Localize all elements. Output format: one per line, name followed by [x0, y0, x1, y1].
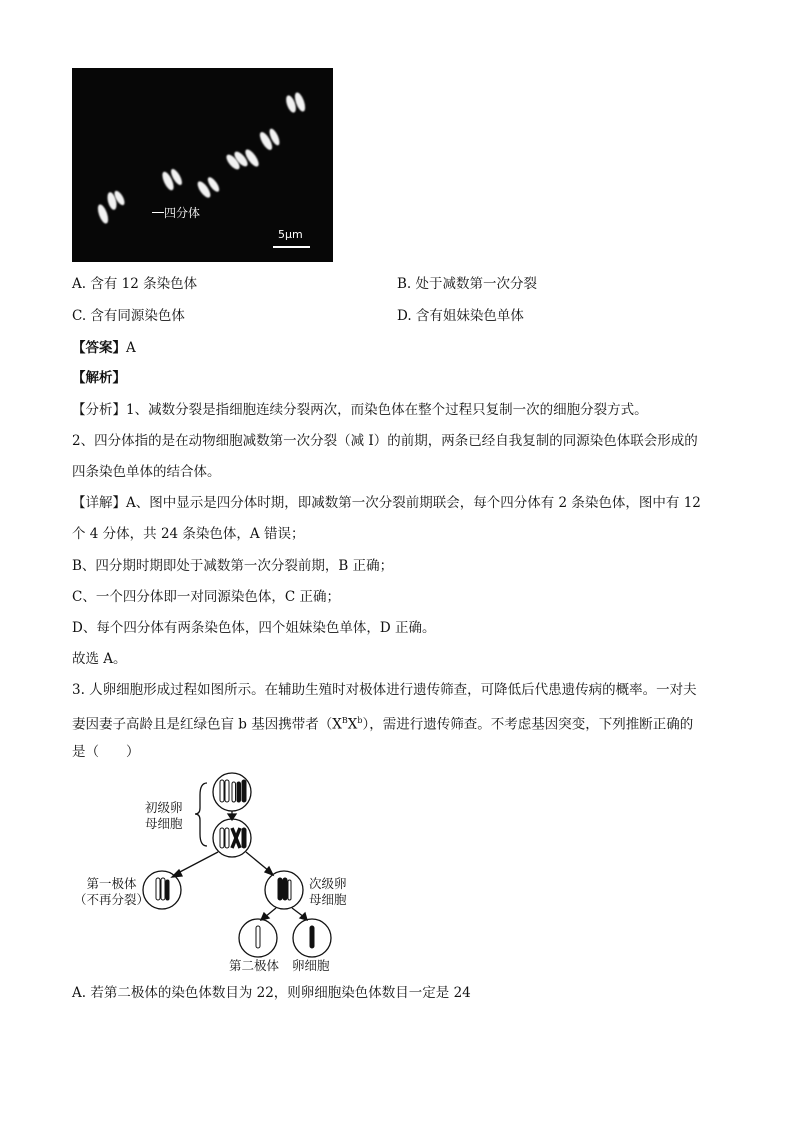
chromosome-blob [96, 203, 110, 225]
oocyte-diagram-svg [72, 770, 372, 980]
chromosome-white-1 [220, 780, 224, 802]
analysis-xiangjie-d: D、每个四分体有两条染色体，四个姐妹染色单体，D 正确。 [72, 620, 436, 636]
label-first-polar-line2: （不再分裂） [74, 892, 150, 907]
label-second-polar-body: 第二极体 [229, 958, 280, 973]
scale-bar [273, 246, 310, 248]
tetrad-pointer-line [152, 212, 164, 213]
option-b: B. 处于减数第一次分裂 [397, 276, 538, 292]
x-chromosome-symbol: X [347, 716, 358, 733]
analysis-fenxi-2a: 2、四分体指的是在动物细胞减数第一次分裂（减 I）的前期，两条已经自我复制的同源染色体联会形成的 [72, 433, 698, 449]
label-secondary-oocyte [309, 876, 347, 908]
question3-line2-pre: 妻因妻子高龄且是红绿色盲 b 基因携带者（X [72, 716, 342, 733]
analysis-conclusion: 故选 A。 [72, 651, 127, 667]
analysis-xiangjie-b: B、四分期时期即处于减数第一次分裂前期，B 正确； [72, 558, 394, 574]
chromosome-black-3 [242, 828, 246, 848]
analysis-fenxi-2b: 四条染色单体的结合体。 [72, 464, 221, 480]
chromosome-white-4 [220, 828, 224, 848]
answer-tag: 【答案】 [72, 340, 126, 356]
tetrad-label: 四分体 [164, 206, 201, 220]
chromosome-micrograph [72, 68, 333, 262]
question3-line2-post: ），需进行遗传筛查。不考虑基因突变，下列推断正确的 [362, 716, 694, 733]
label-primary-oocyte-line1: 初级卵 [145, 800, 183, 815]
question3-option-a: A. 若第二极体的染色体数目为 22，则卵细胞染色体数目一定是 24 [72, 985, 471, 1001]
xiangjie-tag: 【详解】 [72, 495, 126, 511]
scale-label: 5μm [278, 228, 303, 241]
fenxi-text-1: 1、减数分裂是指细胞连续分裂两次，而染色体在整个过程只复制一次的细胞分裂方式。 [126, 402, 648, 418]
analysis-heading: 【解析】 [72, 370, 126, 386]
oocyte-formation-diagram [72, 770, 372, 980]
chromosome-white-2 [225, 780, 229, 802]
chromosome-black-6 [283, 878, 287, 900]
label-secondary-oocyte-line2: 母细胞 [309, 892, 347, 907]
chromosome-black-2 [242, 780, 246, 802]
question3-line2 [72, 711, 693, 735]
label-first-polar-body [74, 876, 149, 908]
label-secondary-oocyte-line1: 次级卵 [309, 876, 347, 891]
bracket [195, 783, 207, 846]
chromosome-white-9 [256, 926, 260, 948]
answer-line [72, 338, 136, 358]
chromosome-black-5 [278, 878, 282, 900]
analysis-xiangjie-c: C、一个四分体即一对同源染色体，C 正确； [72, 589, 340, 605]
allele-big-b: B [341, 716, 348, 725]
question3-line3: 是（ ） [72, 744, 140, 760]
chromosome-white-6 [156, 878, 160, 900]
xiangjie-text-a1: A、图中显示是四分体时期，即减数第一次分裂前期联会，每个四分体有 2 条染色体，图中有 12 [126, 495, 701, 511]
chromosome-black-7 [310, 926, 314, 948]
chromosome-black-4 [166, 880, 169, 900]
label-primary-oocyte-line2: 母细胞 [145, 816, 183, 831]
label-egg-cell: 卵细胞 [292, 958, 330, 973]
arrow-line-3 [246, 852, 269, 871]
option-c: C. 含有同源染色体 [72, 308, 185, 324]
answer-value: A [126, 340, 136, 356]
analysis-fenxi-1 [72, 400, 648, 420]
chromosome-white-3 [232, 782, 236, 802]
chromosome-black-1 [237, 782, 241, 802]
analysis-xiangjie-a2: 个 4 分体，共 24 条染色体，A 错误； [72, 526, 305, 542]
fenxi-tag: 【分析】 [72, 402, 126, 418]
arrow-line-2 [176, 852, 218, 874]
analysis-xiangjie-a1 [72, 493, 701, 513]
chromosome-white-7 [161, 878, 165, 900]
allele-small-b: b [357, 716, 363, 725]
question3-line1: 3. 人卵细胞形成过程如图所示。在辅助生殖时对极体进行遗传筛查，可降低后代患遗传病的概率。一对夫 [72, 682, 697, 698]
option-a: A. 含有 12 条染色体 [72, 276, 198, 292]
option-d: D. 含有姐妹染色单体 [397, 308, 524, 324]
label-primary-oocyte [145, 800, 183, 832]
chromosome-white-5 [225, 828, 229, 848]
chromosome-white-8 [288, 880, 291, 900]
label-first-polar-line1: 第一极体 [86, 876, 137, 891]
